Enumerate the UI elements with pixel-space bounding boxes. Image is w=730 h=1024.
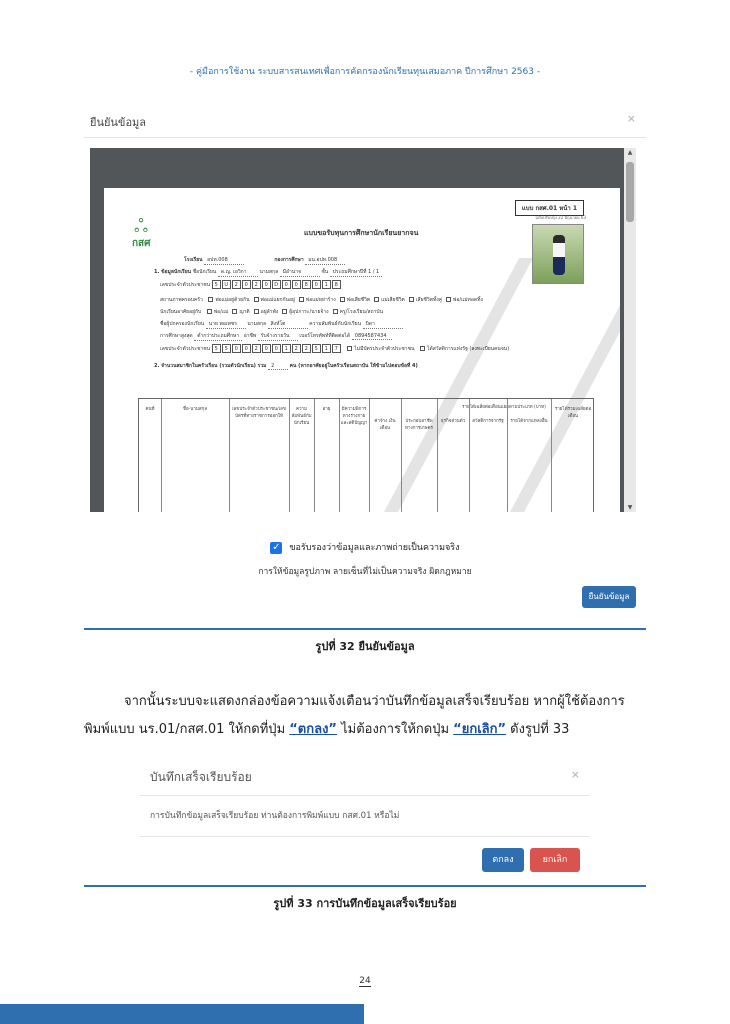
table-column-divider xyxy=(469,399,470,512)
option-checkbox xyxy=(374,297,379,302)
table-header: ธุรกิจส่วนตัว xyxy=(440,419,466,424)
table-header: ความสัมพันธ์กับนักเรียน xyxy=(291,407,312,426)
cancel-reference-link: “ยกเลิก” xyxy=(453,722,507,737)
guardian-line: ชื่อผู้ปกครองนักเรียน นาย พอเพชร นามสกุล สิงห์โต ความสัมพันธ์กับนักเรียน บิดา xyxy=(160,320,403,329)
figure-caption-33: รูปที่ 33 การบันทึกข้อมูลเสร็จเรียบร้อย xyxy=(273,897,457,910)
form-revision: ฉบับปรับปรุง 22 มิถุนายน 63 xyxy=(535,215,586,220)
confirm-button[interactable]: ยืนยันข้อมูล xyxy=(582,586,636,608)
option-checkbox xyxy=(254,309,259,314)
option-label: แม่เสียชีวิต xyxy=(381,297,405,303)
id-digit: 0 xyxy=(262,344,271,353)
table-column-divider xyxy=(437,399,438,512)
option-label: พ่อแม่หย่าร้าง xyxy=(305,297,336,303)
option-checkbox xyxy=(446,297,451,302)
table-column-divider xyxy=(369,399,370,512)
option-checkbox xyxy=(254,297,259,302)
id-digit: 5 xyxy=(212,344,221,353)
id-digit: 1 xyxy=(322,344,331,353)
consent-row xyxy=(84,540,646,554)
modal-title: ยืนยันข้อมูล xyxy=(90,116,147,129)
id-digit: 0 xyxy=(232,344,241,353)
option-label: ครู/โรงเรียน/สถาบัน xyxy=(339,309,384,315)
id-digit: 0 xyxy=(242,344,251,353)
scroll-down-icon[interactable]: ▼ xyxy=(627,504,633,511)
pdf-page xyxy=(104,188,620,512)
household-line: 2. จำนวนสมาชิกในครัวเรือน (รวมตัวนักเรียน) รวม 2 คน (หากอาศัยอยู่ในครัวเรือนสถาบัน ให้ข้ามไปตอบข้อที่ 4) xyxy=(154,363,418,369)
id-digit: 5 xyxy=(312,344,321,353)
logo-text: กสศ xyxy=(132,238,151,249)
option-label: ผู้อุปการะ/นายจ้าง xyxy=(289,309,329,315)
option-checkbox xyxy=(340,297,345,302)
option-checkbox xyxy=(232,309,237,314)
option-label: พ่อเสียชีวิต xyxy=(346,297,371,303)
option-label: เสียชีวิตทั้งคู่ xyxy=(415,297,443,303)
modal-title: บันทึกเสร็จเรียบร้อย xyxy=(150,770,252,784)
id-digit: 2 xyxy=(252,344,261,353)
divider xyxy=(140,836,590,837)
pdf-preview-viewer[interactable] xyxy=(90,148,636,512)
table-header: คนที่ xyxy=(145,407,155,412)
table-header: รายได้รวมเฉลี่ยต่อเดือน xyxy=(554,407,592,419)
id-digit: 0 xyxy=(292,280,301,289)
table-column-divider xyxy=(401,399,402,512)
option-label: พ่อแม่แยกกันอยู่ xyxy=(260,297,295,303)
id-digit: 5 xyxy=(222,344,231,353)
id-digit: 0 xyxy=(282,280,291,289)
form-title: แบบขอรับทุนการศึกษานักเรียนยากจน xyxy=(304,229,419,237)
option-checkbox xyxy=(299,297,304,302)
option-label: พ่อ/แม่ xyxy=(213,309,229,315)
id-digit: 1 xyxy=(322,280,331,289)
id-digit: 5 xyxy=(212,280,221,289)
family-status-line: สถานภาพครอบครัว พ่อแม่อยู่ด้วยกัน พ่อแม่แยกกันอยู่ พ่อแม่หย่าร้าง พ่อเสียชีวิต แม่เสียชีวิต เสียชีวิตทั้งคู่ พ่อ/แม่ทอดทิ้ง xyxy=(160,297,483,303)
logo-icon: ஃ xyxy=(134,216,149,237)
caption-rule xyxy=(84,885,646,887)
modal-header xyxy=(84,100,646,138)
table-header: ประกอบอาชีพทางการเกษตร xyxy=(405,419,433,431)
table-column-divider xyxy=(161,399,162,512)
option-label: ญาติ xyxy=(239,309,250,315)
option-checkbox xyxy=(282,309,287,314)
ok-button[interactable]: ตกลง xyxy=(482,848,524,872)
guardian-id-boxes xyxy=(212,346,342,352)
id-digit: 2 xyxy=(232,280,241,289)
viewer-scrollbar[interactable] xyxy=(624,148,636,512)
scroll-up-icon[interactable]: ▲ xyxy=(627,149,633,156)
paragraph-text-3: ดังรูปที่ 33 xyxy=(506,722,570,737)
option-checkbox xyxy=(208,297,213,302)
id-digit: 8 xyxy=(302,280,311,289)
household-table xyxy=(138,398,594,512)
cancel-button[interactable]: ยกเลิก xyxy=(530,848,580,872)
school-line: โรงเรียน อปท.008 กองการศึกษา มน.อปท.008 xyxy=(184,256,345,265)
student-id-line: เลขประจำตัวประชาชน 5 U 2 0 2 0 D 0 0 8 0 1 8 xyxy=(160,280,342,289)
option-checkbox xyxy=(409,297,414,302)
student-photo xyxy=(532,224,584,284)
ok-reference-link: “ตกลง” xyxy=(289,722,337,737)
option-checkbox xyxy=(207,309,212,314)
id-digit: 1 xyxy=(282,344,291,353)
paragraph-text-2: ไม่ต้องการให้กดปุ่ม xyxy=(336,722,454,737)
option-label: อยู่ลำพัง xyxy=(260,309,279,315)
form-code: แบบ กสศ.01 หน้า 1 xyxy=(515,200,584,216)
id-digit: 0 xyxy=(242,280,251,289)
confirm-data-modal xyxy=(84,100,646,620)
scroll-thumb[interactable] xyxy=(626,162,634,222)
modal-message: การบันทึกข้อมูลเสร็จเรียบร้อย ท่านต้องการพิมพ์แบบ กสศ.01 หรือไม่ xyxy=(150,811,400,821)
id-digit: 2 xyxy=(292,344,301,353)
page-number: 24 xyxy=(359,976,371,986)
id-digit: 2 xyxy=(302,344,311,353)
modal-header xyxy=(140,756,590,796)
footer-bar xyxy=(0,1004,364,1024)
table-header: ชื่อ-นามสกุล xyxy=(182,407,208,412)
close-icon[interactable]: × xyxy=(626,112,636,125)
id-digit: 2 xyxy=(252,280,261,289)
consent-checkbox[interactable]: ✓ xyxy=(272,541,281,553)
id-digit: 0 xyxy=(272,344,281,353)
table-column-divider xyxy=(314,399,315,512)
education-line: การศึกษาสูงสุด ต่ำกว่าประถมศึกษา อาชีพ รับจ้างรายวัน เบอร์โทรศัพท์ที่ติดต่อได้ 0894587434 xyxy=(160,332,392,341)
table-header: เลขประจำตัวประชาชน/เลขบัตรที่ทางราชการออกให้ xyxy=(232,407,286,419)
id-digit: U xyxy=(222,280,231,289)
caption-rule xyxy=(84,628,646,630)
id-digit: 7 xyxy=(332,344,341,353)
guardian-id-line: เลขประจำตัวประชาชน 5 5 0 0 2 0 0 1 2 2 5 1 7 ไม่มีบัตรประจำตัวประชาชน ได้สวัสดิการแห่งรัฐ (ลงทะเบียนคนจน) xyxy=(160,346,510,352)
consent-note: การให้ข้อมูลรูปภาพ ลายเซ็นที่ไม่เป็นความจริง ผิดกฎหมาย xyxy=(258,567,472,577)
save-success-modal xyxy=(140,756,590,880)
table-header: อายุ xyxy=(322,407,331,412)
id-digit: 0 xyxy=(262,280,271,289)
table-header: รายได้จากแหล่งอื่น xyxy=(510,419,548,424)
table-header: มีความพิการทางร่างกาย และสติปัญญา xyxy=(340,407,368,426)
id-digit: 8 xyxy=(332,280,341,289)
table-header: สวัสดิการจากรัฐ xyxy=(472,419,504,424)
document-header: - คู่มือการใช้งาน ระบบสารสนเทศเพื่อการคัดกรองนักเรียนทุนเสมอภาค ปีการศึกษา 2563 - xyxy=(189,67,541,77)
student-id-boxes xyxy=(212,282,342,288)
id-digit: D xyxy=(272,280,281,289)
close-icon[interactable]: × xyxy=(570,768,580,781)
option-checkbox xyxy=(333,309,338,314)
income-group-header: รายได้เฉลี่ยต่อเดือนแยกตามประเภท (บาท) xyxy=(462,405,546,410)
option-label: พ่อแม่อยู่ด้วยกัน xyxy=(215,297,250,303)
lives-with-line: นักเรียนอาศัยอยู่กับ พ่อ/แม่ ญาติ อยู่ลำพัง ผู้อุปการะ/นายจ้าง ครู/โรงเรียน/สถาบัน xyxy=(160,309,384,315)
paragraph-text-1: จากนั้นระบบจะแสดงกล่องข้อความแจ้งเตือนว่าบันทึกข้อมูลเสร็จเรียบร้อย หากผู้ใช้ต้องการพิมพ์แบบ นร.01/กสศ.01 ให้กดที่ปุ่ม xyxy=(84,694,625,737)
consent-label: ขอรับรองว่าข้อมูลและภาพถ่ายเป็นความจริง xyxy=(289,543,460,553)
body-paragraph xyxy=(84,688,646,744)
student-name-line: 1. ข้อมูลนักเรียน ชื่อนักเรียน ด.ญ. เอวิกา นามสกุล มีอำนาจ ชั้น ประถมศึกษาปีที่ 1 / 1 xyxy=(154,268,382,277)
id-digit: 0 xyxy=(312,280,321,289)
table-header: ค่าจ้าง เงินเดือน xyxy=(374,419,396,431)
option-label: พ่อ/แม่ทอดทิ้ง xyxy=(453,297,483,303)
figure-caption-32: รูปที่ 32 ยืนยันข้อมูล xyxy=(315,640,415,653)
table-column-divider xyxy=(507,399,508,512)
